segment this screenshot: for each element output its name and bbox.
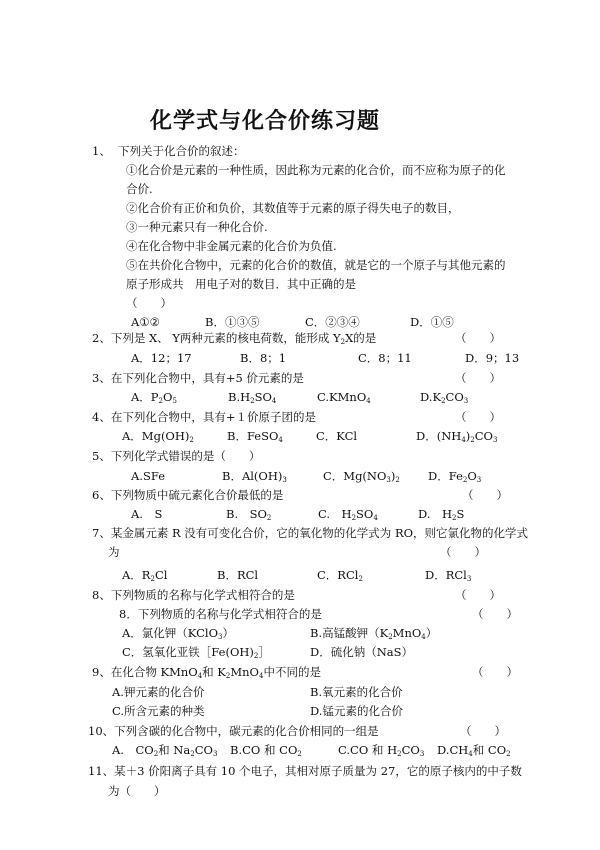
q7-option-d: D．RCl$_3$	[425, 568, 472, 583]
q7-option-b: B．RCl	[217, 568, 259, 582]
q5-option-d: D．$Fe_2O_3$	[428, 469, 482, 484]
q8-stem-repeat: 8．下列物质的名称与化学式相符合的是	[119, 607, 322, 621]
q4-option-b: B．FeSO$_4$	[227, 429, 283, 444]
q8-option-d: D．硫化钠（NaS）	[310, 645, 414, 659]
q8-option-c: C．氢氧化亚铁$[Fe(OH)_2]$	[122, 645, 270, 660]
q9-option-a: A.钾元素的化合价	[112, 685, 205, 699]
q10-stem: 10、下列含碳的化合物中，碳元素的化合价相同的一组是	[88, 724, 379, 738]
q8-option-a: A．氯化钾（KClO$_3$）	[122, 626, 234, 641]
q8-answer-blank: （ ）	[455, 588, 501, 602]
q1-statement-3: ③一种元素只有一种化合价.	[126, 220, 268, 234]
q10-option-a: A. $CO_2$和 $Na_2CO_3$	[112, 743, 218, 758]
q7-stem-line2: 为	[108, 545, 120, 559]
q2-answer-blank: （ ）	[455, 331, 501, 345]
q9-stem: 9、在化合物 KMnO$_4$和 $K_2MnO_4$中不同的是	[92, 665, 321, 680]
q6-option-a: A. S	[131, 507, 163, 521]
q6-answer-blank: （ ）	[462, 488, 508, 502]
q2-option-b: B．8；1	[240, 351, 287, 365]
q5-option-b: B．$Al(OH)_3$	[222, 469, 287, 484]
q6-stem: 6、下列物质中硫元素化合价最低的是	[92, 488, 284, 502]
q5-option-c: C．$Mg(NO_3)_2$	[323, 469, 400, 484]
q1-statement-5a: ⑤在共价化合物中，元素的化合价的数值，就是它的一个原子与其他元素的	[126, 258, 506, 272]
q8-option-b: B.高锰酸钾$(K_2MnO_4)$	[310, 626, 438, 641]
q1-stem: 下列关于化合价的叙述：	[118, 144, 245, 158]
q1-statement-5b: 原子形成共 用电子对的数目．其中正确的是	[126, 277, 356, 291]
q1-statement-2: ②化合价有正价和负价，其数值等于元素的原子得失电子的数目，	[126, 201, 460, 215]
q1-statement-1b: 合价.	[126, 182, 153, 196]
q4-stem: 4、在下列化合物中，具有+１价原子团的是	[92, 410, 316, 424]
q2-option-a: A．12；17	[131, 351, 192, 365]
q10-option-c: C.CO 和 $H_2CO_3$	[338, 743, 425, 758]
q10-answer-blank: （ ）	[460, 724, 506, 738]
q7-stem-line1: 7、某金属元素 R 没有可变化合价，它的氧化物的化学式为 RO，则它氯化物的化学式	[92, 526, 529, 540]
q3-stem: 3、在下列化合物中，具有+5 价元素的是	[92, 371, 304, 385]
q3-option-d: $D.K_2CO_3$	[420, 390, 469, 405]
q5-option-a: A.SFe	[131, 469, 165, 483]
q5-stem: 5、下列化学式错误的是（ ）	[92, 449, 261, 463]
q7-answer-blank: （ ）	[440, 545, 486, 559]
q7-option-c: C．RCl$_2$	[317, 568, 363, 583]
q2-option-d: D．9；13	[465, 351, 520, 365]
q11-stem-line1: 11、某＋3 价阳离子具有 10 个电子，其相对原子质量为 27，它的原子核内的中子数	[88, 764, 522, 778]
q4-option-a: A．$Mg(OH)_2$	[122, 429, 194, 444]
q4-option-d: D．$(NH_4)_2CO_3$	[416, 429, 498, 444]
q7-option-a: A．$R_2Cl$	[122, 568, 168, 583]
q9-option-b: B.氧元素的化合价	[310, 685, 403, 699]
q1-option-d: D．①⑤	[410, 315, 454, 329]
q4-answer-blank: （ ）	[455, 410, 501, 424]
q9-option-d: D.锰元素的化合价	[310, 704, 403, 718]
q9-option-c: C.所含元素的种类	[112, 704, 205, 718]
page-title: 化学式与化合价练习题	[150, 109, 381, 134]
q10-option-d: $D.CH_4$和 $CO_2$	[437, 743, 511, 758]
q6-option-b: B. $SO_2$	[226, 507, 272, 522]
q8-answer-blank-repeat: （ ）	[472, 607, 518, 621]
q3-answer-blank: （ ）	[455, 371, 501, 385]
q2-stem: 2、下列是 X、 Y两种元素的核电荷数，能形成 $Y_2X$的是	[92, 331, 377, 346]
q6-option-c: C. $H_2SO_4$	[318, 507, 378, 522]
q3-option-b: $B.H_2SO_4$	[228, 390, 277, 405]
q2-option-c: C．8；11	[358, 351, 412, 365]
q3-option-a: A．$P_2O_5$	[131, 390, 177, 405]
q6-option-d: D. $H_2S$	[418, 507, 465, 522]
q1-statement-4: ④在化合物中非金属元素的化合价为负值.	[126, 239, 337, 253]
q4-option-c: C．KCl	[316, 429, 358, 443]
q3-option-c: C.KMnO$_4$	[317, 390, 371, 405]
q9-answer-blank: （ ）	[472, 665, 518, 679]
q1-answer-blank: （ ）	[126, 296, 172, 310]
q1-option-c: C．②③④	[305, 315, 360, 329]
q1-option-a: A①②	[131, 315, 160, 329]
q1-statement-1a: ①化合价是元素的一种性质，因此称为元素的化合价，而不应称为原子的化	[126, 163, 506, 177]
q1-option-b: B．①③⑤	[205, 315, 260, 329]
q1-number: 1、	[92, 144, 111, 158]
q10-option-b: B.CO 和 $CO_2$	[230, 743, 302, 758]
q8-stem: 8、下列物质的名称与化学式相符合的是	[92, 588, 295, 602]
q11-stem-line2: 为（ ）	[108, 784, 166, 798]
